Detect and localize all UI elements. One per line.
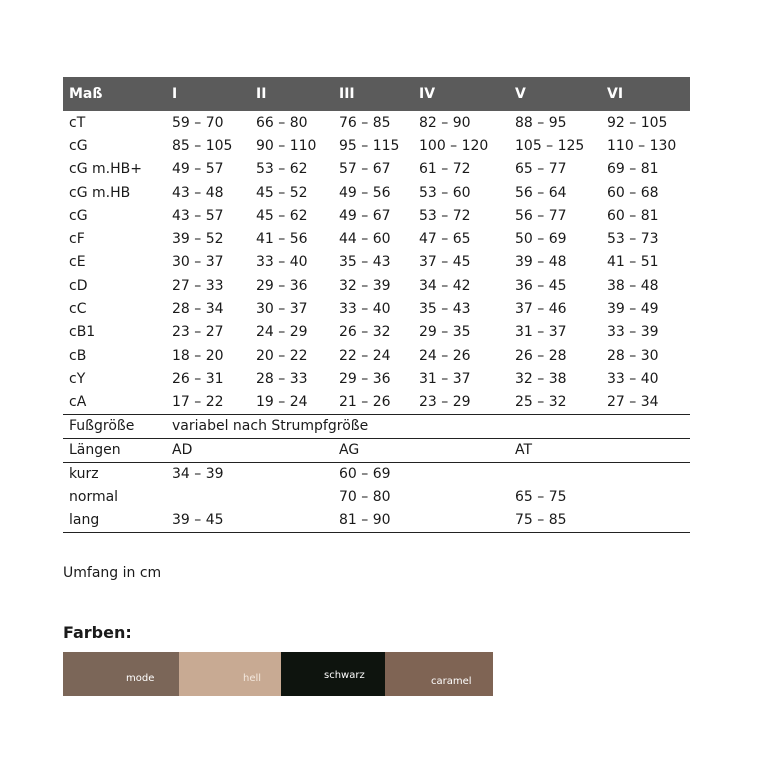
size-value: 30 – 37 (172, 254, 224, 271)
header-cell: V (515, 86, 526, 102)
size-value: 45 – 52 (256, 184, 308, 201)
lengths-table-body (63, 463, 690, 532)
size-row (63, 391, 690, 414)
size-value: 88 – 95 (515, 114, 567, 131)
size-value: 49 – 67 (339, 207, 391, 224)
foot-size-row (63, 415, 690, 438)
size-value: 59 – 70 (172, 114, 224, 131)
length-row (63, 486, 690, 509)
size-value: 36 – 45 (515, 277, 567, 294)
size-value: 19 – 24 (256, 394, 308, 411)
measure-label: cE (69, 254, 86, 271)
measure-label: cG (69, 137, 88, 154)
size-row (63, 251, 690, 274)
colors-title: Farben: (63, 623, 132, 642)
size-value: 49 – 56 (339, 184, 391, 201)
length-value: 39 – 45 (172, 512, 224, 529)
size-value: 53 – 72 (419, 207, 471, 224)
size-value: 38 – 48 (607, 277, 659, 294)
lengths-header-cell: Längen (69, 442, 121, 459)
lengths-header-cell: AD (172, 442, 193, 459)
size-row (63, 111, 690, 134)
size-value: 26 – 28 (515, 347, 567, 364)
swatch-label: hell (243, 673, 262, 684)
size-value: 50 – 69 (515, 231, 567, 248)
size-value: 20 – 22 (256, 347, 308, 364)
size-value: 35 – 43 (419, 301, 471, 318)
size-value: 18 – 20 (172, 347, 224, 364)
lengths-header-row (63, 439, 690, 462)
foot-size-label: Fußgröße (69, 418, 135, 435)
size-value: 41 – 56 (256, 231, 308, 248)
size-value: 49 – 57 (172, 161, 224, 178)
header-cell: VI (607, 86, 624, 102)
swatch-label: caramel (431, 676, 472, 687)
length-value: 65 – 75 (515, 489, 567, 506)
measure-label: cG (69, 207, 88, 224)
size-value: 26 – 32 (339, 324, 391, 341)
measure-label: cF (69, 231, 85, 248)
size-value: 47 – 65 (419, 231, 471, 248)
header-cell: II (256, 86, 267, 102)
size-value: 28 – 30 (607, 347, 659, 364)
length-value: 75 – 85 (515, 512, 567, 529)
size-value: 105 – 125 (515, 137, 585, 154)
length-value: 81 – 90 (339, 512, 391, 529)
size-value: 29 – 35 (419, 324, 471, 341)
size-value: 60 – 81 (607, 207, 659, 224)
length-label: kurz (69, 466, 99, 483)
size-value: 85 – 105 (172, 137, 233, 154)
size-value: 110 – 130 (607, 137, 677, 154)
size-value: 21 – 26 (339, 394, 391, 411)
size-table-body (63, 111, 690, 414)
size-value: 44 – 60 (339, 231, 391, 248)
size-value: 60 – 68 (607, 184, 659, 201)
foot-size-value: variabel nach Strumpfgröße (172, 418, 369, 435)
swatch-schwarz (281, 652, 385, 696)
swatch-label: schwarz (324, 670, 365, 681)
size-value: 100 – 120 (419, 137, 489, 154)
size-value: 28 – 34 (172, 301, 224, 318)
header-cell: IV (419, 86, 436, 102)
size-row (63, 158, 690, 181)
length-label: lang (69, 512, 100, 529)
swatch-caramel (385, 652, 493, 696)
size-value: 41 – 51 (607, 254, 659, 271)
length-value: 34 – 39 (172, 466, 224, 483)
size-value: 31 – 37 (419, 370, 471, 387)
size-value: 17 – 22 (172, 394, 224, 411)
swatch-hell (179, 652, 281, 696)
size-value: 26 – 31 (172, 370, 224, 387)
measure-label: cC (69, 301, 87, 318)
size-row (63, 297, 690, 320)
size-value: 32 – 39 (339, 277, 391, 294)
size-value: 53 – 62 (256, 161, 308, 178)
size-row (63, 321, 690, 344)
size-value: 31 – 37 (515, 324, 567, 341)
size-value: 28 – 33 (256, 370, 308, 387)
table-divider (63, 532, 690, 533)
size-table-header (63, 77, 690, 111)
length-value: 60 – 69 (339, 466, 391, 483)
header-cell: III (339, 86, 355, 102)
size-value: 53 – 73 (607, 231, 659, 248)
size-value: 23 – 29 (419, 394, 471, 411)
measure-label: cG m.HB+ (69, 161, 142, 178)
lengths-header-cell: AG (339, 442, 360, 459)
length-value: 70 – 80 (339, 489, 391, 506)
size-value: 30 – 37 (256, 301, 308, 318)
size-value: 32 – 38 (515, 370, 567, 387)
size-value: 33 – 40 (607, 370, 659, 387)
size-value: 53 – 60 (419, 184, 471, 201)
size-value: 22 – 24 (339, 347, 391, 364)
size-row (63, 181, 690, 204)
size-value: 24 – 26 (419, 347, 471, 364)
size-value: 33 – 40 (256, 254, 308, 271)
size-value: 29 – 36 (339, 370, 391, 387)
size-value: 82 – 90 (419, 114, 471, 131)
size-value: 92 – 105 (607, 114, 668, 131)
measure-label: cT (69, 114, 86, 131)
color-swatches (63, 652, 493, 696)
size-value: 29 – 36 (256, 277, 308, 294)
size-row (63, 344, 690, 367)
lengths-header-cell: AT (515, 442, 533, 459)
measure-label: cA (69, 394, 87, 411)
swatch-label: mode (126, 673, 155, 684)
measure-label: cB1 (69, 324, 96, 341)
size-value: 35 – 43 (339, 254, 391, 271)
length-label: normal (69, 489, 119, 506)
size-value: 61 – 72 (419, 161, 471, 178)
measure-label: cY (69, 370, 86, 387)
size-value: 39 – 48 (515, 254, 567, 271)
size-value: 56 – 64 (515, 184, 567, 201)
size-value: 33 – 40 (339, 301, 391, 318)
size-value: 66 – 80 (256, 114, 308, 131)
measure-label: cG m.HB (69, 184, 131, 201)
length-row (63, 463, 690, 486)
measure-label: cD (69, 277, 88, 294)
size-table (63, 77, 690, 533)
size-value: 69 – 81 (607, 161, 659, 178)
header-cell: Maß (69, 86, 103, 102)
size-value: 56 – 77 (515, 207, 567, 224)
unit-note: Umfang in cm (63, 565, 162, 581)
size-value: 24 – 29 (256, 324, 308, 341)
size-value: 25 – 32 (515, 394, 567, 411)
size-value: 27 – 33 (172, 277, 224, 294)
measure-label: cB (69, 347, 87, 364)
size-value: 34 – 42 (419, 277, 471, 294)
size-value: 90 – 110 (256, 137, 317, 154)
size-value: 39 – 52 (172, 231, 224, 248)
size-value: 43 – 48 (172, 184, 224, 201)
size-value: 95 – 115 (339, 137, 400, 154)
size-row (63, 134, 690, 157)
header-cell: I (172, 86, 178, 102)
size-value: 45 – 62 (256, 207, 308, 224)
size-value: 76 – 85 (339, 114, 391, 131)
size-value: 65 – 77 (515, 161, 567, 178)
size-row (63, 274, 690, 297)
size-row (63, 227, 690, 250)
size-value: 37 – 45 (419, 254, 471, 271)
size-value: 43 – 57 (172, 207, 224, 224)
size-value: 39 – 49 (607, 301, 659, 318)
size-row (63, 367, 690, 390)
length-row (63, 509, 690, 532)
size-value: 27 – 34 (607, 394, 659, 411)
size-value: 33 – 39 (607, 324, 659, 341)
swatch-mode (63, 652, 179, 696)
size-value: 37 – 46 (515, 301, 567, 318)
size-row (63, 204, 690, 227)
size-value: 57 – 67 (339, 161, 391, 178)
size-value: 23 – 27 (172, 324, 224, 341)
